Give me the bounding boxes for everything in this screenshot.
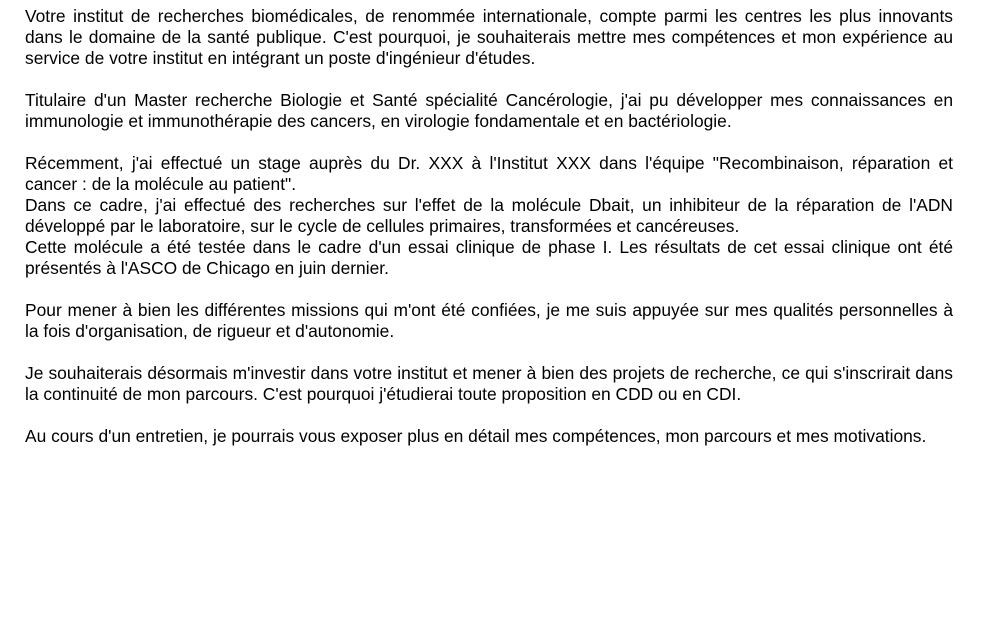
experience-trial-line: Cette molécule a été testée dans le cadre d'un essai clinique de phase I. Les résultats de cet essai clinique ont été présentés à l'ASCO de Chicago en juin dernier. — [25, 237, 953, 278]
experience-research-line: Dans ce cadre, j'ai effectué des recherches sur l'effet de la molécule Dbait, un inhibiteur de la réparation de l'ADN développé par le laboratoire, sur le cycle de cellules primaires, transformées et cancéreuses. — [25, 195, 953, 236]
cover-letter-body — [25, 6, 953, 468]
paragraph-closing: Au cours d'un entretien, je pourrais vous exposer plus en détail mes compétences, mon parcours et mes motivations. — [25, 426, 927, 446]
paragraph-intro: Votre institut de recherches biomédicales, de renommée internationale, compte parmi les centres les plus innovants dans le domaine de la santé publique. C'est pourquoi, je souhaiterais mettre mes compétences et mon expérience au service de votre institut en intégrant un poste d'ingénieur d'études. — [25, 6, 953, 68]
paragraph-motivation: Je souhaiterais désormais m'investir dans votre institut et mener à bien des projets de recherche, ce qui s'inscrirait dans la continuité de mon parcours. C'est pourquoi j'étudierai toute proposition en CDD ou en CDI. — [25, 363, 953, 404]
paragraph-qualities: Pour mener à bien les différentes missions qui m'ont été confiées, je me suis appuyée sur mes qualités personnelles à la fois d'organisation, de rigueur et d'autonomie. — [25, 300, 953, 341]
experience-internship-line: Récemment, j'ai effectué un stage auprès du Dr. XXX à l'Institut XXX dans l'équipe "Recombinaison, réparation et cancer : de la molécule au patient". — [25, 153, 953, 194]
paragraph-education: Titulaire d'un Master recherche Biologie et Santé spécialité Cancérologie, j'ai pu développer mes connaissances en immunologie et immunothérapie des cancers, en virologie fondamentale et en bactériologie. — [25, 90, 953, 131]
paragraph-experience — [25, 153, 953, 279]
